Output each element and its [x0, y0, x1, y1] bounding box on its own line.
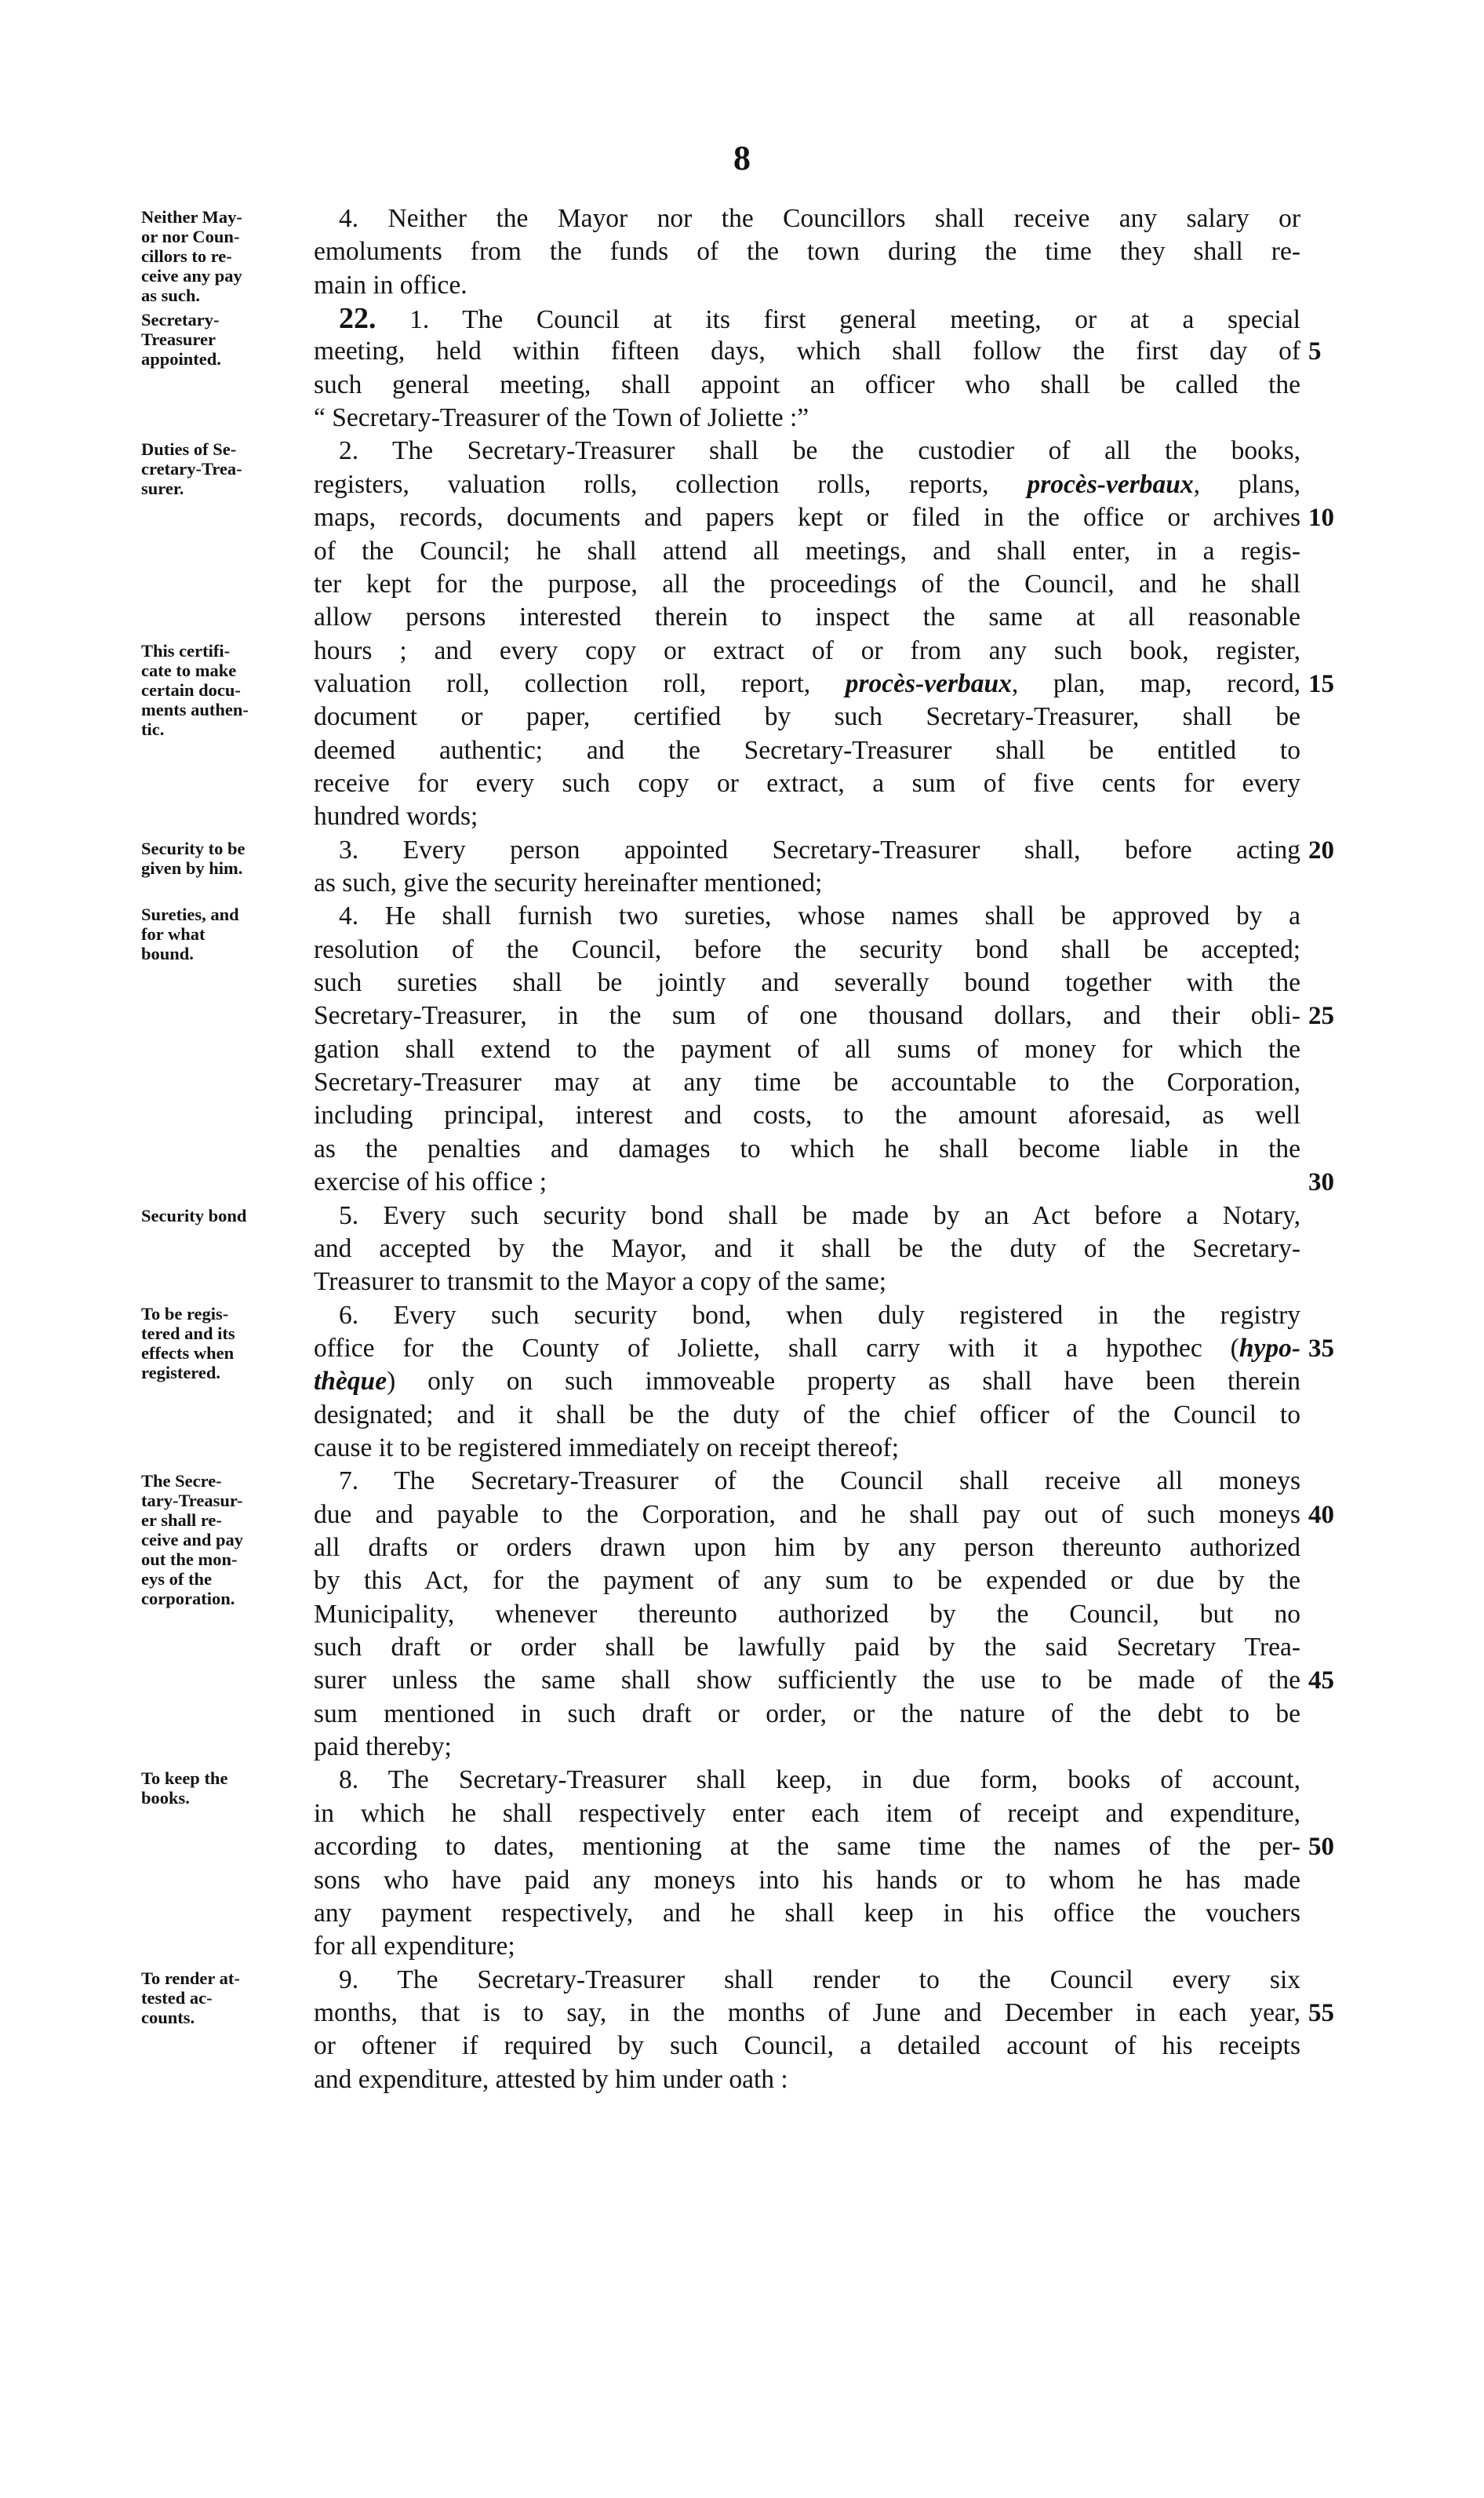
text-segment: 4. He shall furnish two sureties, whose names shall be approved by a	[339, 901, 1300, 931]
text-segment: hundred words;	[314, 802, 478, 832]
line-number: 30	[1308, 1168, 1334, 1197]
text-segment: such sureties shall be jointly and severally bound together with the	[314, 968, 1300, 998]
margin-note	[141, 641, 320, 739]
text-segment: paid thereby;	[314, 1732, 452, 1762]
text-line	[314, 202, 1300, 235]
text-line	[314, 800, 1300, 833]
margin-note-line: out the mon-	[141, 1549, 238, 1570]
text-segment: cause it to be registered immediately on receipt thereof;	[314, 1433, 899, 1462]
text-line	[314, 1631, 1300, 1664]
text-line	[314, 834, 1300, 867]
text-line	[314, 1897, 1300, 1930]
text-line	[314, 635, 1300, 668]
margin-note-line: ments authen-	[141, 699, 249, 719]
text-line	[314, 1598, 1300, 1631]
text-segment: in which he shall respectively enter each item of receipt and expenditure,	[314, 1798, 1300, 1828]
margin-note-line: appointed.	[141, 349, 221, 370]
text-line	[314, 1332, 1300, 1365]
text-line	[314, 1099, 1300, 1132]
text-line	[314, 1564, 1300, 1597]
line-number: 55	[1308, 1998, 1334, 2027]
text-segment: allow persons interested therein to inspect the same at all reasonable	[314, 603, 1300, 632]
text-line	[314, 235, 1300, 268]
text-segment: , plan, map, record,	[1011, 668, 1301, 698]
margin-note-line: tary-Treasur-	[141, 1491, 243, 1511]
text-segment: hours ; and every copy or extract of or from any such book, register,	[314, 635, 1300, 665]
line-number: 15	[1308, 669, 1334, 698]
text-segment: according to dates, mentioning at the same time the names of the per-	[314, 1832, 1300, 1862]
margin-note-line: or nor Coun-	[141, 227, 240, 246]
margin-note-line: cillors to re-	[141, 246, 232, 266]
text-segment: or oftener if required by such Council, a detailed account of his receipts	[314, 2031, 1300, 2061]
margin-note-line: counts.	[141, 2007, 195, 2027]
text-line	[314, 402, 1300, 435]
text-segment: as such, give the security hereinafter mentioned;	[314, 868, 823, 898]
margin-note	[141, 1206, 320, 1225]
margin-note-line: Security bond	[141, 1205, 247, 1225]
line-number: 35	[1308, 1334, 1334, 1363]
text-line	[314, 1864, 1300, 1897]
text-segment: valuation roll, collection roll, report,	[314, 668, 846, 698]
text-line	[314, 1930, 1300, 1963]
text-line	[314, 1664, 1300, 1697]
text-line	[314, 1498, 1300, 1531]
margin-note-line: registered.	[141, 1362, 221, 1382]
text-line	[314, 369, 1300, 402]
text-segment: meeting, held within fifteen days, which shall follow the first day of	[314, 337, 1300, 366]
text-segment: by this Act, for the payment of any sum to be expended or due by the	[314, 1566, 1300, 1596]
line-number: 10	[1308, 504, 1334, 533]
text-segment: Secretary-Treasurer may at any time be accountable to the Corporation,	[314, 1068, 1300, 1098]
text-line	[314, 1830, 1300, 1863]
text-segment: main in office.	[314, 270, 467, 300]
margin-note	[141, 1471, 320, 1608]
text-line	[314, 1000, 1300, 1032]
margin-note-line: given by him.	[141, 858, 243, 878]
italic-term: procès-verbaux	[1027, 469, 1194, 499]
text-line	[314, 1731, 1300, 1764]
text-segment: , plans,	[1193, 469, 1301, 499]
margin-note	[141, 439, 320, 498]
text-line	[314, 535, 1300, 568]
text-segment: sum mentioned in such draft or order, or the nature of the debt to be	[314, 1699, 1300, 1728]
line-number: 50	[1308, 1833, 1334, 1862]
text-segment: such general meeting, shall appoint an officer who shall be called the	[314, 370, 1300, 399]
text-segment: including principal, interest and costs, to the amount aforesaid, as well	[314, 1101, 1300, 1131]
text-segment: exercise of his office ;	[314, 1167, 547, 1197]
margin-note-line: tered and its	[141, 1323, 235, 1343]
margin-note-line: surer.	[141, 479, 184, 499]
text-segment: any payment respectively, and he shall keep in his office the vouchers	[314, 1898, 1300, 1928]
text-line	[314, 1764, 1300, 1797]
margin-note-line: This certifi-	[141, 640, 231, 661]
text-line	[314, 934, 1300, 967]
text-segment: 5. Every such security bond shall be made by an Act before a Notary,	[339, 1200, 1300, 1230]
line-number: 40	[1308, 1500, 1334, 1529]
text-segment: 2. The Secretary-Treasurer shall be the custodier of all the books,	[339, 436, 1300, 466]
margin-note-line: Sureties, and	[141, 905, 239, 925]
margin-note-line: er shall re-	[141, 1510, 222, 1531]
page-number: 8	[733, 139, 751, 177]
margin-note-line: tested ac-	[141, 1987, 213, 2008]
text-segment: gation shall extend to the payment of all sums of money for which the	[314, 1034, 1300, 1064]
line-number: 45	[1308, 1666, 1334, 1695]
text-line	[314, 1399, 1300, 1432]
margin-note	[141, 207, 320, 305]
section-number: 22.	[339, 302, 376, 336]
text-line	[314, 269, 1300, 302]
text-segment: 1. The Council at its first general meeting, or at a special	[376, 305, 1300, 335]
text-line	[314, 1299, 1300, 1332]
text-segment: ter kept for the purpose, all the proceedings of the Council, and he shall	[314, 569, 1300, 599]
line-number: 25	[1308, 1002, 1334, 1031]
text-segment: of the Council; he shall attend all meetings, and shall enter, in a regis-	[314, 536, 1300, 566]
text-line	[314, 568, 1300, 601]
text-segment: as the penalties and damages to which he shall become liable in the	[314, 1134, 1300, 1163]
text-segment: emoluments from the funds of the town during the time they shall re-	[314, 237, 1300, 267]
text-segment: 6. Every such security bond, when duly registered in the registry	[339, 1300, 1300, 1330]
text-line	[314, 1200, 1300, 1233]
text-line	[314, 501, 1300, 534]
text-segment: Secretary-Treasurer, in the sum of one thousand dollars, and their obli-	[314, 1001, 1300, 1031]
margin-note	[141, 310, 320, 369]
margin-note	[141, 1968, 320, 2027]
text-segment: such draft or order shall be lawfully paid by the said Secretary Trea-	[314, 1633, 1300, 1662]
margin-note-line: eys of the	[141, 1569, 212, 1589]
margin-note-line: To render at-	[141, 1968, 240, 1988]
text-line	[314, 468, 1300, 501]
margin-note-line: tic.	[141, 719, 165, 739]
text-segment: surer unless the same shall show sufficiently the use to be made of the	[314, 1666, 1300, 1695]
text-line	[314, 1997, 1300, 2030]
text-line	[314, 1698, 1300, 1731]
text-segment: 3. Every person appointed Secretary-Treasurer shall, before acting	[339, 835, 1300, 865]
text-line	[314, 302, 1300, 335]
text-line	[314, 701, 1300, 734]
text-line	[314, 668, 1300, 701]
text-segment: 8. The Secretary-Treasurer shall keep, in due form, books of account,	[339, 1765, 1300, 1795]
margin-note-line: To be regis-	[141, 1303, 229, 1324]
text-segment: ) only on such immoveable property as shall have been therein	[387, 1367, 1300, 1396]
text-line	[314, 435, 1300, 468]
margin-note-line: Security to be	[141, 838, 246, 858]
margin-note-line: corporation.	[141, 1589, 235, 1609]
line-number: 20	[1308, 836, 1334, 865]
margin-note-line: Neither May-	[141, 207, 242, 227]
text-line	[314, 601, 1300, 634]
text-segment: and accepted by the Mayor, and it shall be the duty of the Secretary-	[314, 1233, 1300, 1263]
text-line	[314, 2030, 1300, 2063]
margin-note-line: Treasurer	[141, 330, 216, 350]
margin-note-line: certain docu-	[141, 679, 241, 700]
margin-note-line: ceive any pay	[141, 266, 242, 286]
text-line	[314, 1432, 1300, 1465]
margin-note-line: cretary-Trea-	[141, 459, 242, 479]
line-number: 5	[1308, 337, 1322, 366]
text-line	[314, 867, 1300, 900]
margin-note-line: cate to make	[141, 660, 237, 680]
text-line	[314, 1033, 1300, 1066]
text-line	[314, 2063, 1300, 2096]
margin-note-line: bound.	[141, 944, 194, 964]
text-segment: maps, records, documents and papers kept or filed in the office or archives	[314, 503, 1300, 533]
text-segment: document or paper, certified by such Secretary-Treasurer, shall be	[314, 702, 1300, 732]
margin-note	[141, 839, 320, 878]
text-line	[314, 1797, 1300, 1830]
margin-note-line: Secretary-	[141, 310, 220, 330]
text-line	[314, 1531, 1300, 1564]
text-segment: designated; and it shall be the duty of the chief officer of the Council to	[314, 1400, 1300, 1429]
margin-note-line: ceive and pay	[141, 1530, 244, 1550]
text-line	[314, 1133, 1300, 1166]
italic-term: procès-verbaux	[845, 668, 1012, 698]
text-line	[314, 900, 1300, 933]
text-segment: registers, valuation rolls, collection rolls, reports,	[314, 469, 1028, 499]
text-line	[314, 734, 1300, 767]
text-segment: months, that is to say, in the months of June and December in each year,	[314, 1997, 1300, 2027]
italic-term: hypo-	[1238, 1333, 1300, 1363]
text-line	[314, 335, 1300, 368]
text-line	[314, 967, 1300, 1000]
margin-note	[141, 1768, 320, 1808]
margin-note-line: The Secre-	[141, 1471, 222, 1491]
text-line	[314, 1265, 1300, 1298]
text-line	[314, 1233, 1300, 1265]
text-segment: Municipality, whenever thereunto authorized by the Council, but no	[314, 1599, 1300, 1629]
text-segment: sons who have paid any moneys into his hands or to whom he has made	[314, 1865, 1300, 1895]
text-segment: Treasurer to transmit to the Mayor a copy of the same;	[314, 1267, 886, 1297]
text-segment: 9. The Secretary-Treasurer shall render to the Council every six	[339, 1965, 1300, 1994]
text-segment: all drafts or orders drawn upon him by any person thereunto authorized	[314, 1533, 1300, 1562]
margin-note-line: for what	[141, 924, 206, 945]
margin-note-line: To keep the	[141, 1768, 228, 1789]
text-segment: 4. Neither the Mayor nor the Councillors shall receive any salary or	[339, 204, 1300, 233]
margin-note-line: books.	[141, 1788, 190, 1808]
margin-note	[141, 905, 320, 963]
text-line	[314, 1365, 1300, 1398]
text-line	[314, 1465, 1300, 1498]
text-line	[314, 767, 1300, 800]
margin-note-line: Duties of Se-	[141, 439, 237, 460]
text-line	[314, 1964, 1300, 1997]
text-segment: and expenditure, attested by him under oath :	[314, 2064, 788, 2094]
text-segment: “ Secretary-Treasurer of the Town of Joliette :”	[314, 403, 809, 433]
text-line	[314, 1166, 1300, 1199]
margin-note-line: effects when	[141, 1342, 235, 1363]
margin-note-line: as such.	[141, 286, 201, 305]
text-segment: due and payable to the Corporation, and he shall pay out of such moneys	[314, 1499, 1300, 1529]
text-segment: resolution of the Council, before the security bond shall be accepted;	[314, 934, 1300, 964]
margin-note	[141, 1304, 320, 1382]
italic-term: thèque	[314, 1367, 387, 1396]
text-segment: office for the County of Joliette, shall carry with it a hypothec (	[314, 1333, 1239, 1363]
text-segment: 7. The Secretary-Treasurer of the Council shall receive all moneys	[339, 1466, 1300, 1496]
text-segment: receive for every such copy or extract, a sum of five cents for every	[314, 768, 1300, 798]
text-line	[314, 1066, 1300, 1099]
text-segment: deemed authentic; and the Secretary-Treasurer shall be entitled to	[314, 735, 1300, 765]
text-segment: for all expenditure;	[314, 1932, 515, 1961]
